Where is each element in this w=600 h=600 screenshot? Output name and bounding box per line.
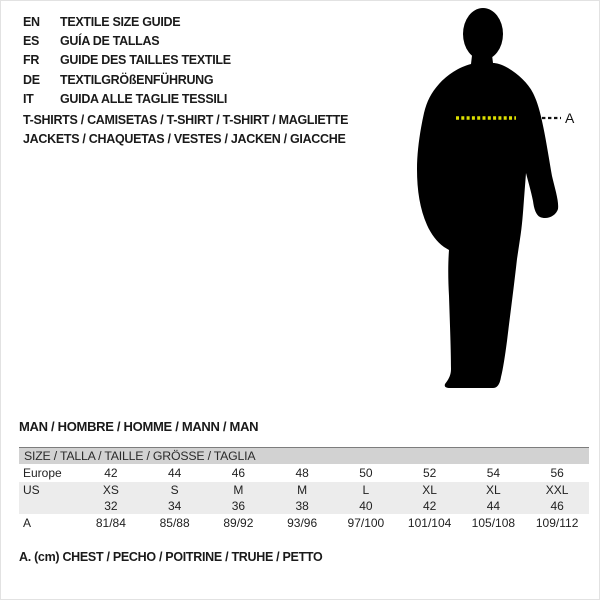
language-code: IT	[23, 91, 34, 106]
table-cell: 38	[295, 499, 309, 513]
table-cell: 44	[486, 499, 501, 513]
table-cell: 34	[167, 499, 182, 513]
table-cell: 56	[550, 466, 564, 480]
language-label: GUIDE DES TAILLES TEXTILE	[60, 53, 231, 68]
row-label: Europe	[23, 466, 62, 480]
language-code: EN	[23, 15, 40, 29]
table-row-us-numbers	[19, 498, 589, 514]
table-cell: 48	[295, 466, 309, 480]
table-cell: 50	[359, 466, 373, 480]
language-label: TEXTILGRÖßENFÜHRUNG	[60, 72, 214, 87]
table-cell: 101/104	[407, 515, 452, 530]
table-row-chest-cm	[19, 514, 589, 531]
language-row	[23, 71, 231, 90]
table-cell: 105/108	[471, 515, 516, 530]
table-cell: 85/88	[159, 515, 190, 530]
language-row	[23, 13, 231, 32]
table-cell: XL	[486, 483, 501, 497]
table-row-us-letters	[19, 482, 589, 498]
row-label: A	[23, 515, 32, 530]
category-jackets: JACKETS / CHAQUETAS / VESTES / JACKEN / GIACCHE	[23, 132, 346, 147]
language-label: GUÍA DE TALLAS	[60, 34, 160, 49]
language-label: TEXTILE SIZE GUIDE	[60, 15, 181, 29]
table-cell: 46	[231, 466, 246, 480]
table-cell: 93/96	[287, 515, 318, 530]
table-cell: 89/92	[223, 515, 254, 530]
language-row	[23, 90, 231, 109]
table-cell: XL	[422, 483, 437, 497]
table-cell: 52	[422, 466, 437, 480]
language-code: DE	[23, 72, 40, 87]
table-header: SIZE / TALLA / TAILLE / GRÖSSE / TAGLIA	[19, 447, 589, 464]
category-tshirts: T-SHIRTS / CAMISETAS / T-SHIRT / T-SHIRT / MAGLIETTE	[23, 113, 349, 127]
language-code: ES	[23, 34, 40, 49]
table-cell: 36	[231, 499, 246, 513]
table-cell: XXL	[545, 483, 569, 497]
measure-label-a: A	[565, 110, 575, 126]
table-cell: 42	[104, 466, 118, 480]
table-cell: XS	[102, 483, 119, 497]
table-cell: 42	[422, 499, 437, 513]
language-label: GUIDA ALLE TAGLIE TESSILI	[60, 91, 228, 106]
measure-footnote: A. (cm) CHEST / PECHO / POITRINE / TRUHE / PETTO	[19, 550, 323, 564]
table-cell: 32	[104, 499, 118, 513]
table-cell: 81/84	[95, 515, 126, 530]
garment-categories	[23, 111, 348, 149]
table-row-europe	[19, 464, 589, 482]
table-cell: 46	[550, 499, 564, 513]
table-cell: M	[233, 483, 244, 497]
table-cell: S	[170, 483, 179, 497]
section-title: MAN / HOMBRE / HOMME / MANN / MAN	[19, 419, 259, 434]
language-code: FR	[23, 53, 40, 68]
table-cell: M	[297, 483, 308, 497]
language-list	[23, 13, 231, 109]
table-cell: 44	[167, 466, 182, 480]
size-table	[19, 447, 589, 531]
table-cell: L	[362, 483, 370, 497]
table-cell: 109/112	[535, 515, 579, 530]
table-cell: 54	[486, 466, 501, 480]
man-silhouette	[417, 47, 558, 388]
man-silhouette-figure	[401, 1, 600, 401]
language-row	[23, 32, 231, 51]
table-cell: 40	[359, 499, 373, 513]
row-label: US	[23, 483, 40, 497]
language-row	[23, 51, 231, 70]
table-cell: 97/100	[347, 515, 385, 530]
